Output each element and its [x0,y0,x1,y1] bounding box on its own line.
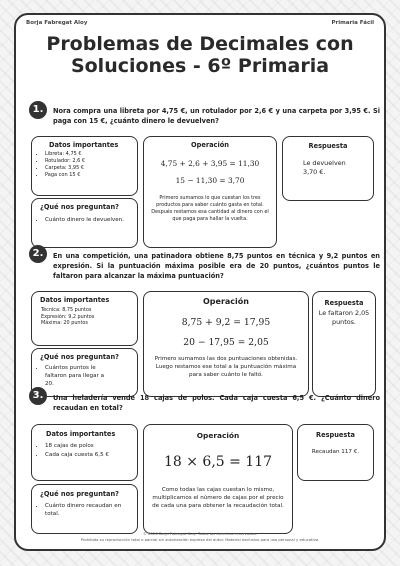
operation-heading: Operación [203,297,249,306]
data-item: • Cada caja cuesta 6,5 € [45,451,137,460]
answer-heading: Respuesta [324,299,364,307]
data-list [36,151,137,179]
operation-explanation: Como todas las cajas cuestan lo mismo, multiplicamos el número de cajas por el precio de cada una para obtener la recaudación total. [152,487,284,509]
problem-3-answer-box [297,424,374,481]
problem-1-operation-box [143,136,277,248]
question-heading: ¿Qué nos preguntan? [40,203,120,211]
title-line-2: Soluciones - 6º Primaria [70,55,330,77]
problem-3-data-box [31,424,138,481]
operation-explanation: Primero sumamos las dos puntuaciones obtenidas. Luego restamos ese total a la puntuación máxima para saber cuánto le faltó. [154,356,298,378]
operation-line-2: 20 − 17,95 = 2,05 [183,337,269,348]
level-label: Primaria Fácil [331,20,374,26]
answer-text: Le faltaron 2,05 puntos. [318,309,370,326]
page-title [16,33,384,77]
operation-line-2: 15 − 11,30 = 3,70 [175,176,245,185]
worksheet [14,13,386,551]
problem-2-data-box [31,291,138,346]
data-item: Técnica: 8,75 puntos [41,307,92,313]
question-heading: ¿Qué nos preguntan? [40,353,120,361]
problem-1-number: 1. [29,101,47,119]
question-item: • Cuánto dinero recaudan en total. [45,502,137,518]
operation-line-1: 18 × 6,5 = 117 [163,454,273,470]
footer-copyright: © 2026 Borja Fabregat Aloy. Todos los derechos reservados. [142,531,258,536]
problem-3-text: Una heladería vende 18 cajas de polos. Cada caja cuesta 6,5 €. ¿Cuánto dinero recaudan en total? [53,394,380,412]
question-item: • Cuántos puntos le faltaron para llegar a 20. [45,364,109,388]
problem-2-operation-box [143,291,309,397]
footer-notice: Prohibida su reproducción total o parcial sin autorización expresa del autor. Material exclusivo para uso personal y educativo. [80,537,320,542]
problem-2-question-box [31,348,138,397]
problem-3-operation-box [143,424,293,534]
answer-text: Le devuelven 3,70 €. [303,159,346,176]
data-item: Expresión: 9,2 puntos [41,313,95,320]
operation-heading: Operación [191,141,229,149]
data-item: Máxima: 20 puntos [41,320,88,326]
operation-line-1: 4,75 + 2,6 + 3,95 = 11,30 [160,159,260,168]
operation-explanation: Primero sumamos lo que cuestan los tres productos para saber cuánto gasta en total. Después restamos esa cantidad al dinero con el que paga para hallar la vuelta. [151,195,269,222]
data-heading: Datos importantes [40,296,110,304]
author-label: Borja Fabregat Aloy [26,20,88,26]
operation-heading: Operación [196,431,240,440]
title-line-1: Problemas de Decimales con [46,33,354,55]
problem-3-number: 3. [29,387,47,405]
answer-text: Recaudan 117 €. [311,449,360,455]
data-item: • 18 cajas de polos [45,442,137,451]
operation-line-1: 8,75 + 9,2 = 17,95 [181,317,271,328]
data-heading: Datos importantes [46,430,116,438]
data-item: • Libreta: 4,75 € [45,151,137,158]
data-item: • Carpeta: 3,95 € [45,165,137,172]
data-heading: Datos importantes [49,141,119,149]
problem-2-number: 2. [29,245,47,263]
question-item: • Cuánto dinero le devuelven. [45,216,137,224]
problem-1-answer-box [282,136,374,201]
data-item: • Paga con 15 € [45,172,137,179]
question-heading: ¿Qué nos preguntan? [40,490,120,498]
problem-1-text: Nora compra una libreta por 4,75 €, un rotulador por 2,6 € y una carpeta por 3,95 €. Si paga con 15 €, ¿cuánto dinero le devuelven? [53,107,380,125]
answer-heading: Respuesta [316,431,355,439]
problem-1-question-box [31,198,138,248]
problem-2-answer-box [312,291,376,397]
problem-2-text: En una competición, una patinadora obtiene 8,75 puntos en técnica y 9,2 puntos en expresión. Si la puntuación máxima posible era de 20 puntos, ¿cuántos puntos le faltaron para alcanzar la máxima puntuación? [53,252,380,280]
problem-3-question-box [31,484,138,534]
answer-heading: Respuesta [308,142,348,150]
problem-1-data-box [31,136,138,196]
data-item: • Rotulador: 2,6 € [45,158,137,165]
